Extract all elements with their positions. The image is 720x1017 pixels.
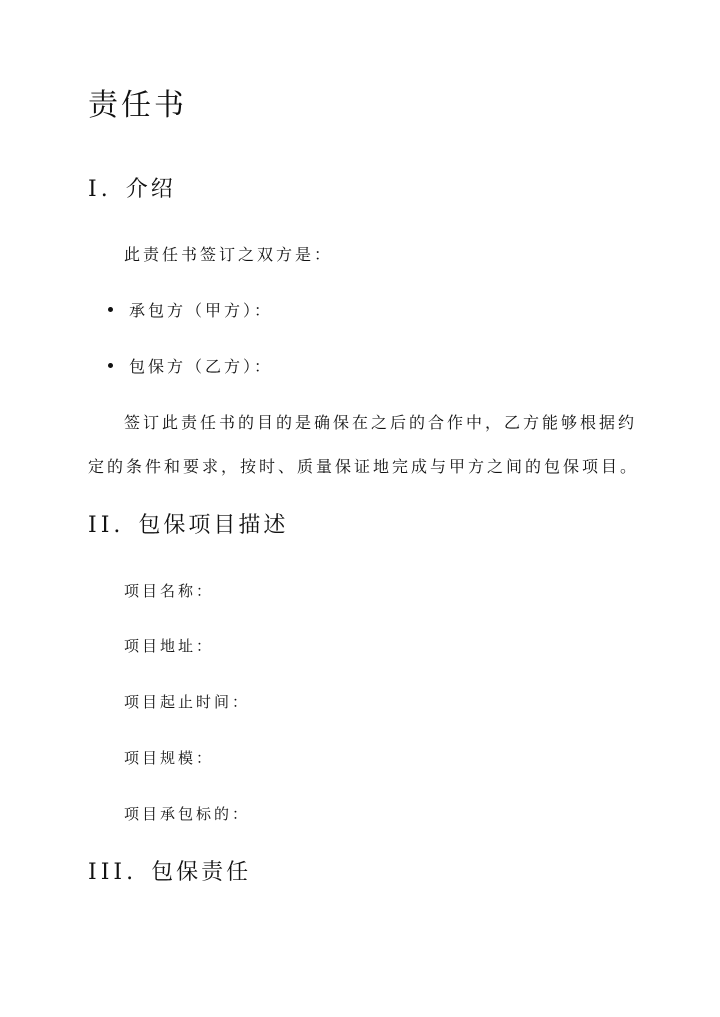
section-heading-project <box>88 511 288 541</box>
field-project-name: 项目名称： <box>124 582 215 600</box>
party-b-label: 包保方（乙方）： <box>129 357 274 376</box>
section-number: II. <box>88 513 125 538</box>
intro-lead: 此责任书签订之双方是： <box>124 245 334 264</box>
section-title: 包保责任 <box>151 860 252 885</box>
section-number: I. <box>88 177 112 202</box>
field-project-subject: 项目承包标的： <box>124 805 251 823</box>
list-item-party-b <box>108 356 273 378</box>
list-item-party-a <box>108 300 273 322</box>
section-heading-responsibility <box>88 858 251 888</box>
purpose-line-2: 定的条件和要求，按时、质量保证地完成与甲方之间的包保项目。 <box>88 457 640 476</box>
section-heading-intro <box>88 175 176 205</box>
section-title: 包保项目描述 <box>138 513 289 538</box>
document-title: 责任书 <box>88 88 187 123</box>
bullet-icon <box>108 363 113 368</box>
section-number: III. <box>88 860 138 885</box>
section-title: 介绍 <box>125 177 176 202</box>
field-project-scale: 项目规模： <box>124 749 215 767</box>
purpose-line-1: 签订此责任书的目的是确保在之后的合作中，乙方能够根据约 <box>124 413 638 432</box>
party-a-label: 承包方（甲方）： <box>129 301 274 320</box>
bullet-icon <box>108 307 113 312</box>
field-project-address: 项目地址： <box>124 637 215 655</box>
field-project-period: 项目起止时间： <box>124 693 251 711</box>
